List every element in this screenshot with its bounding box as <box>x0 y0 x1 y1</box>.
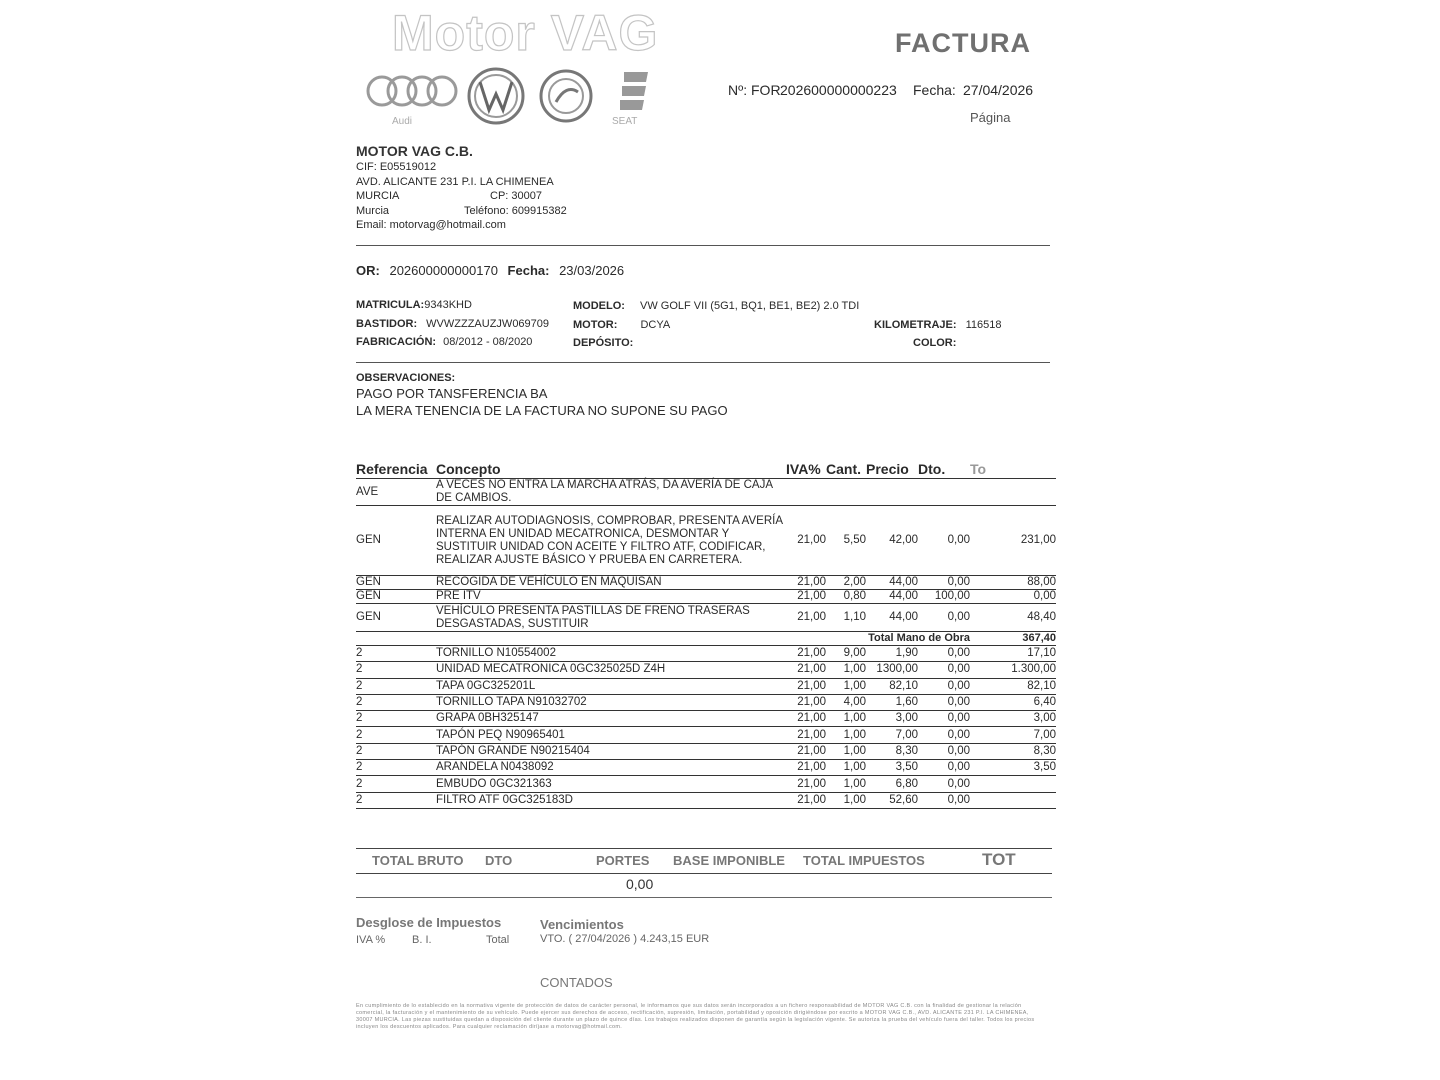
vehicle-fabricacion <box>356 336 532 348</box>
table-row <box>356 506 1056 576</box>
legal-notice: En cumplimiento de lo establecido en la normativa vigente de protección de datos de carácter personal, le informamos que sus datos serán incorporados a un fichero responsabilidad de MOTOR VAG C.B. con la finalidad de gestionar la relación comercial, la facturación y el mantenimiento de su vehículo. Puede ejercer sus derechos de acceso, rectificación, supresión, limitación, portabilidad y oposición dirigiéndose por escrito a MOTOR VAG C.B., AVD. ALICANTE 231 P.I. LA CHIMENEA, 30007 MURCIA. Las piezas sustituidas quedan a disposición del cliente durante un plazo de quince días. Los trabajos realizados disponen de garantía según la legislación vigente. Se autoriza la prueba del vehículo fuera del taller. Todos los precios incluyen los descuentos aplicados. Para cualquier reclamación diríjase a motorvag@hotmail.com. <box>356 1003 1035 1030</box>
cell-concepto: EMBUDO 0GC321363 <box>436 776 786 792</box>
cell-concepto: GRAPA 0BH325147 <box>436 711 786 727</box>
cell-cant: 1,00 <box>826 792 866 808</box>
company-phone: Teléfono: 609915382 <box>464 205 567 217</box>
cell-cant <box>826 479 866 506</box>
cell-dto: 0,00 <box>918 646 970 662</box>
cell-dto: 0,00 <box>918 604 970 632</box>
cell-precio: 7,00 <box>866 727 918 743</box>
cell-dto: 0,00 <box>918 576 970 590</box>
cell-dto: 0,00 <box>918 678 970 694</box>
invoice-date-label: Fecha: <box>913 82 956 98</box>
col-total: To <box>970 460 1056 479</box>
cell-dto: 0,00 <box>918 662 970 678</box>
cell-precio: 42,00 <box>866 506 918 576</box>
cell-iva: 21,00 <box>786 711 826 727</box>
cell-ref: GEN <box>356 506 436 576</box>
km-label: KILOMETRAJE: <box>874 319 957 331</box>
cell-iva: 21,00 <box>786 662 826 678</box>
cell-ref: 2 <box>356 743 436 759</box>
bastidor-label: BASTIDOR: <box>356 318 418 330</box>
labor-total-row <box>356 632 1056 646</box>
cell-precio: 82,10 <box>866 678 918 694</box>
cell-precio: 44,00 <box>866 576 918 590</box>
fabricacion-label: FABRICACIÓN: <box>356 336 437 348</box>
cell-ref: 2 <box>356 711 436 727</box>
cell-precio: 44,00 <box>866 590 918 604</box>
portes-value: 0,00 <box>626 876 654 892</box>
portes-label: PORTES <box>596 853 650 868</box>
observation-line: LA MERA TENENCIA DE LA FACTURA NO SUPONE SU PAGO <box>356 403 728 418</box>
cell-cant: 2,00 <box>826 576 866 590</box>
cell-total: 3,00 <box>970 711 1056 727</box>
cell-cant: 1,00 <box>826 711 866 727</box>
cell-total: 82,10 <box>970 678 1056 694</box>
audi-logo <box>368 77 456 105</box>
table-row <box>356 479 1056 506</box>
col-concepto: Concepto <box>436 460 786 479</box>
cell-total: 88,00 <box>970 576 1056 590</box>
cell-cant: 0,80 <box>826 590 866 604</box>
cell-cant: 1,00 <box>826 776 866 792</box>
cell-dto: 0,00 <box>918 506 970 576</box>
cell-concepto: PRE ITV <box>436 590 786 604</box>
cell-iva: 21,00 <box>786 678 826 694</box>
cell-concepto: RECOGIDA DE VEHÍCULO EN MAQUISAN <box>436 576 786 590</box>
color-label: COLOR: <box>913 337 957 349</box>
cell-total <box>970 792 1056 808</box>
or-label: OR: <box>356 263 380 278</box>
cell-dto: 0,00 <box>918 743 970 759</box>
table-row <box>356 678 1056 694</box>
payment-method: CONTADOS <box>540 975 613 990</box>
cell-ref: 2 <box>356 694 436 710</box>
cell-concepto: FILTRO ATF 0GC325183D <box>436 792 786 808</box>
cell-cant: 1,00 <box>826 678 866 694</box>
cell-cant: 4,00 <box>826 694 866 710</box>
cell-dto <box>918 479 970 506</box>
modelo-value: VW GOLF VII (5G1, BQ1, BE1, BE2) 2.0 TDI <box>640 300 860 312</box>
invoice-date: 27/04/2026 <box>963 82 1034 98</box>
tax-col-bi: B. I. <box>412 934 432 946</box>
company-address: AVD. ALICANTE 231 P.I. LA CHIMENEA <box>356 176 554 188</box>
cell-precio: 1300,00 <box>866 662 918 678</box>
table-row <box>356 662 1056 678</box>
cell-precio <box>866 479 918 506</box>
cell-dto: 100,00 <box>918 590 970 604</box>
cell-cant: 5,50 <box>826 506 866 576</box>
cell-iva: 21,00 <box>786 743 826 759</box>
cell-cant: 1,00 <box>826 743 866 759</box>
due-line: VTO. ( 27/04/2026 ) 4.243,15 EUR <box>540 933 710 945</box>
cell-concepto: TAPÓN GRANDE N90215404 <box>436 743 786 759</box>
vw-logo <box>469 69 523 123</box>
cell-total: 3,50 <box>970 760 1056 776</box>
order-line <box>356 263 624 278</box>
cell-ref: 2 <box>356 727 436 743</box>
cell-precio: 1,60 <box>866 694 918 710</box>
total-impuestos-label: TOTAL IMPUESTOS <box>803 853 925 868</box>
tax-col-total: Total <box>486 934 510 946</box>
or-date: 23/03/2026 <box>559 263 625 278</box>
table-row <box>356 590 1056 604</box>
cell-cant: 1,00 <box>826 760 866 776</box>
cell-cant: 1,10 <box>826 604 866 632</box>
cell-total: 7,00 <box>970 727 1056 743</box>
km-value: 116518 <box>965 319 1002 331</box>
table-row <box>356 604 1056 632</box>
cell-cant: 1,00 <box>826 727 866 743</box>
cell-iva: 21,00 <box>786 506 826 576</box>
col-cant: Cant. <box>826 460 866 479</box>
total-label: TOT <box>982 850 1016 869</box>
table-row <box>356 694 1056 710</box>
deposito-label: DEPÓSITO: <box>573 337 634 349</box>
or-number: 202600000000170 <box>389 263 498 278</box>
invoice-number-label: Nº: FOR <box>728 82 781 98</box>
table-row <box>356 576 1056 590</box>
cell-dto: 0,00 <box>918 727 970 743</box>
page-label: Página <box>970 110 1011 125</box>
cell-total: 17,10 <box>970 646 1056 662</box>
cell-iva: 21,00 <box>786 727 826 743</box>
cell-ref: AVE <box>356 479 436 506</box>
cell-total: 231,00 <box>970 506 1056 576</box>
cell-ref: 2 <box>356 646 436 662</box>
tax-breakdown-title: Desglose de Impuestos <box>356 915 502 930</box>
company-province: Murcia <box>356 205 390 217</box>
seat-logo <box>620 72 648 110</box>
cell-precio: 1,90 <box>866 646 918 662</box>
cell-ref: 2 <box>356 776 436 792</box>
cell-concepto: REALIZAR AUTODIAGNOSIS, COMPROBAR, PRESENTA AVERÍA INTERNA EN UNIDAD MECATRONICA, DESMONTAR Y SUSTITUIR UNIDAD CON ACEITE Y FILTRO ATF, CODIFICAR, REALIZAR AJUSTE BÁSICO Y PRUEBA EN CARRETERA. <box>436 506 786 576</box>
cell-concepto: TAPA 0GC325201L <box>436 678 786 694</box>
cell-ref: 2 <box>356 792 436 808</box>
company-cif: CIF: E05519012 <box>356 161 437 173</box>
base-imponible-label: BASE IMPONIBLE <box>673 853 785 868</box>
table-header-row <box>356 460 1056 479</box>
cell-concepto: A VECES NO ENTRA LA MARCHA ATRÁS, DA AVERÍA DE CAJA DE CAMBIOS. <box>436 479 786 506</box>
divider <box>356 362 1050 363</box>
cell-total: 6,40 <box>970 694 1056 710</box>
company-email: Email: motorvag@hotmail.com <box>356 219 506 231</box>
cell-iva: 21,00 <box>786 604 826 632</box>
divider <box>356 897 1052 898</box>
vehicle-deposito <box>573 337 633 349</box>
cell-cant: 1,00 <box>826 662 866 678</box>
cell-total: 1.300,00 <box>970 662 1056 678</box>
table-row <box>356 776 1056 792</box>
cell-concepto: VEHÍCULO PRESENTA PASTILLAS DE FRENO TRASERAS DESGASTADAS, SUSTITUIR <box>436 604 786 632</box>
skoda-logo <box>541 71 591 121</box>
cell-dto: 0,00 <box>918 694 970 710</box>
cell-iva: 21,00 <box>786 576 826 590</box>
cell-cant: 9,00 <box>826 646 866 662</box>
cell-dto: 0,00 <box>918 792 970 808</box>
cell-precio: 3,00 <box>866 711 918 727</box>
fabricacion-value: 08/2012 - 08/2020 <box>443 336 533 348</box>
items-table <box>356 460 1056 809</box>
cell-ref: GEN <box>356 604 436 632</box>
invoice-number: 202600000000223 <box>780 82 897 98</box>
labor-total-value: 367,40 <box>970 632 1056 646</box>
observations-label: OBSERVACIONES: <box>356 372 456 384</box>
cell-ref: 2 <box>356 678 436 694</box>
table-row <box>356 743 1056 759</box>
cell-total <box>970 776 1056 792</box>
table-row <box>356 792 1056 808</box>
vehicle-matricula <box>356 299 472 311</box>
cell-precio: 6,80 <box>866 776 918 792</box>
cell-ref: GEN <box>356 590 436 604</box>
table-row <box>356 727 1056 743</box>
cell-iva: 21,00 <box>786 760 826 776</box>
col-ref: Referencia <box>356 460 436 479</box>
table-row <box>356 760 1056 776</box>
cell-precio: 8,30 <box>866 743 918 759</box>
cell-iva: 21,00 <box>786 776 826 792</box>
matricula-label: MATRICULA: <box>356 299 425 311</box>
brand-wordmark: Motor VAG <box>392 5 659 61</box>
vehicle-color <box>913 337 956 349</box>
cell-concepto: TORNILLO TAPA N91032702 <box>436 694 786 710</box>
labor-total-label: Total Mano de Obra <box>786 632 970 646</box>
or-date-label: Fecha: <box>507 263 550 278</box>
vehicle-km <box>874 319 1001 331</box>
audi-caption: Audi <box>392 116 413 127</box>
modelo-label: MODELO: <box>573 300 625 312</box>
observation-line: PAGO POR TANSFERENCIA BA <box>356 386 548 401</box>
cell-dto: 0,00 <box>918 776 970 792</box>
cell-precio: 3,50 <box>866 760 918 776</box>
cell-iva: 21,00 <box>786 694 826 710</box>
table-row <box>356 711 1056 727</box>
table-row <box>356 646 1056 662</box>
col-iva: IVA% <box>786 460 826 479</box>
col-precio: Precio <box>866 460 918 479</box>
cell-concepto: TORNILLO N10554002 <box>436 646 786 662</box>
vehicle-motor <box>573 319 670 331</box>
cell-dto: 0,00 <box>918 711 970 727</box>
company-name: MOTOR VAG C.B. <box>356 143 473 159</box>
motor-value: DCYA <box>640 319 671 331</box>
cell-ref: 2 <box>356 760 436 776</box>
seat-caption: SEAT <box>612 116 638 127</box>
cell-total: 0,00 <box>970 590 1056 604</box>
divider <box>356 245 1050 246</box>
cell-iva: 21,00 <box>786 590 826 604</box>
vehicle-bastidor <box>356 318 549 330</box>
cell-ref: 2 <box>356 662 436 678</box>
matricula-value: 9343KHD <box>424 299 472 311</box>
vehicle-modelo <box>573 300 859 312</box>
cell-ref: GEN <box>356 576 436 590</box>
cell-iva: 21,00 <box>786 646 826 662</box>
cell-precio: 52,60 <box>866 792 918 808</box>
cell-iva <box>786 479 826 506</box>
total-bruto-label: TOTAL BRUTO <box>372 853 464 868</box>
motor-label: MOTOR: <box>573 319 618 331</box>
cell-concepto: TAPÓN PEQ N90965401 <box>436 727 786 743</box>
cell-precio: 44,00 <box>866 604 918 632</box>
brand-logos <box>362 66 682 130</box>
tax-col-iva: IVA % <box>356 934 386 946</box>
cell-total: 8,30 <box>970 743 1056 759</box>
bastidor-value: WVWZZZAUZJW069709 <box>426 318 550 330</box>
cell-total <box>970 479 1056 506</box>
company-city: MURCIA <box>356 190 400 202</box>
cell-total: 48,40 <box>970 604 1056 632</box>
cell-concepto: UNIDAD MECATRONICA 0GC325025D Z4H <box>436 662 786 678</box>
due-title: Vencimientos <box>540 917 624 932</box>
doc-title: FACTURA <box>895 28 1031 58</box>
dto-label: DTO <box>485 853 513 868</box>
cell-concepto: ARANDELA N0438092 <box>436 760 786 776</box>
col-dto: Dto. <box>918 460 970 479</box>
cell-iva: 21,00 <box>786 792 826 808</box>
cell-dto: 0,00 <box>918 760 970 776</box>
company-cp: CP: 30007 <box>490 190 542 202</box>
